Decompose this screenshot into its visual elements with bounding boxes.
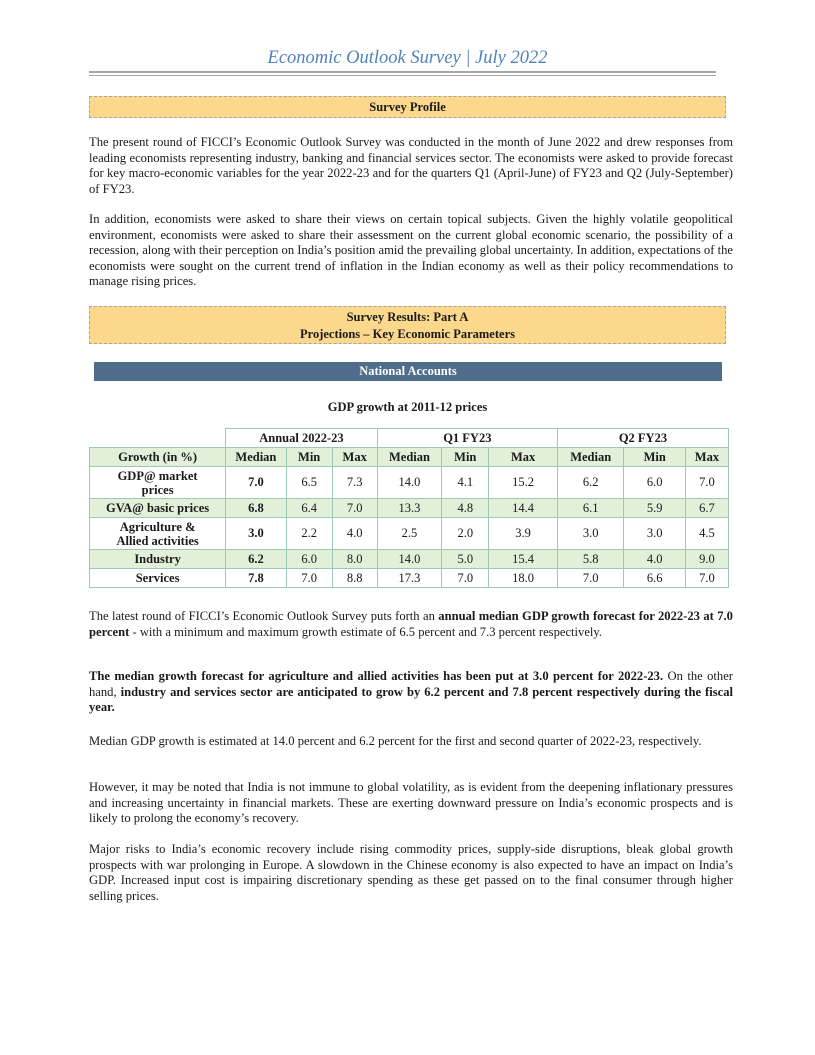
table-cell: 15.2 [489, 467, 558, 499]
paragraph-gdp-forecast: The latest round of FICCI’s Economic Outlook Survey puts forth an annual median GDP growth forecast for 2022-23 at 7.0 percent - with a minimum and maximum growth estimate of 6.5 percent and 7.3 percent respectively. [89, 609, 733, 639]
table-cell: 6.6 [624, 569, 685, 588]
table-cell: 14.4 [489, 499, 558, 518]
paragraph-sector-forecast: The median growth forecast for agriculture and allied activities has been put at 3.0 percent for 2022-23. On the other hand, industry and services sector are anticipated to grow by 6.2 percent and 7.8 percent respectively during the fiscal year. [89, 669, 733, 715]
table-cell: 7.0 [332, 499, 377, 518]
row-label: GDP@ market prices [90, 467, 226, 499]
table-cell: 6.2 [226, 550, 286, 569]
header-rule-thin [89, 75, 716, 76]
section-heading-survey-profile: Survey Profile [89, 96, 726, 118]
table-cell: 7.0 [685, 569, 728, 588]
table-cell: 4.1 [442, 467, 489, 499]
table-cell: 15.4 [489, 550, 558, 569]
table-cell: 8.0 [332, 550, 377, 569]
table-cell: 7.0 [557, 569, 624, 588]
table-subheader-row [90, 448, 729, 467]
table-cell: 6.1 [557, 499, 624, 518]
gdp-growth-table [89, 428, 729, 588]
table-cell: 6.2 [557, 467, 624, 499]
table-cell: 14.0 [377, 467, 442, 499]
subheader: Min [624, 448, 685, 467]
table-corner [90, 429, 226, 448]
table-cell: 6.5 [286, 467, 332, 499]
paragraph-risks: Major risks to India’s economic recovery include rising commodity prices, supply-side disruptions, bleak global growth prospects with war prolonging in Europe. A slowdown in the Chinese economy is also expected to have an impact on India’s GDP. Increased input cost is impairing discretionary spending as these get passed on to the final consumer through higher selling prices. [89, 842, 733, 903]
table-cell: 5.0 [442, 550, 489, 569]
table-cell: 6.8 [226, 499, 286, 518]
row-label: Industry [90, 550, 226, 569]
paragraph-volatility: However, it may be noted that India is not immune to global volatility, as is evident from the deepening inflationary pressures and increasing uncertainty in financial markets. These are exerting downward pressure on India’s economic prospects and is likely to prolong the economy’s recovery. [89, 780, 733, 826]
table-row [90, 499, 729, 518]
paragraph-intro: The present round of FICCI’s Economic Outlook Survey was conducted in the month of June 2022 and drew responses from leading economists representing industry, banking and financial services sector. The economists were asked to provide forecast for key macro-economic variables for the year 2022-23 and for the quarters Q1 (April-June) of FY23 and Q2 (July-September) of FY23. [89, 135, 733, 196]
table-cell: 6.7 [685, 499, 728, 518]
header-rule [89, 71, 716, 73]
subheader: Max [332, 448, 377, 467]
table-cell: 7.0 [685, 467, 728, 499]
row-header-label: Growth (in %) [90, 448, 226, 467]
section-heading-survey-results [89, 306, 726, 344]
table-cell: 4.8 [442, 499, 489, 518]
survey-results-title: Survey Results: Part A [346, 310, 469, 324]
table-cell: 7.0 [442, 569, 489, 588]
table-cell: 7.8 [226, 569, 286, 588]
table-cell: 4.0 [332, 518, 377, 550]
table-cell: 3.9 [489, 518, 558, 550]
table-cell: 7.0 [286, 569, 332, 588]
table-cell: 2.5 [377, 518, 442, 550]
table-cell: 2.2 [286, 518, 332, 550]
table-row [90, 467, 729, 499]
table-cell: 6.4 [286, 499, 332, 518]
table-group-header-row [90, 429, 729, 448]
table-cell: 4.5 [685, 518, 728, 550]
table-cell: 3.0 [226, 518, 286, 550]
row-label: GVA@ basic prices [90, 499, 226, 518]
subheader: Max [685, 448, 728, 467]
table-cell: 14.0 [377, 550, 442, 569]
survey-results-subtitle: Projections – Key Economic Parameters [300, 327, 515, 341]
subheader: Median [377, 448, 442, 467]
table-row [90, 550, 729, 569]
table-cell: 2.0 [442, 518, 489, 550]
table-cell: 17.3 [377, 569, 442, 588]
table-cell: 3.0 [557, 518, 624, 550]
subheader: Min [442, 448, 489, 467]
table-row [90, 518, 729, 550]
row-label: Services [90, 569, 226, 588]
group-q1: Q1 FY23 [377, 429, 557, 448]
table-cell: 6.0 [286, 550, 332, 569]
table-cell: 6.0 [624, 467, 685, 499]
table-cell: 7.0 [226, 467, 286, 499]
table-cell: 5.9 [624, 499, 685, 518]
table-cell: 7.3 [332, 467, 377, 499]
table-cell: 18.0 [489, 569, 558, 588]
table-cell: 13.3 [377, 499, 442, 518]
table-row [90, 569, 729, 588]
subheader: Median [557, 448, 624, 467]
subheader: Max [489, 448, 558, 467]
table-title: GDP growth at 2011-12 prices [327, 400, 488, 414]
table-cell: 3.0 [624, 518, 685, 550]
subheader: Min [286, 448, 332, 467]
row-label: Agriculture & Allied activities [90, 518, 226, 550]
table-cell: 5.8 [557, 550, 624, 569]
paragraph-quarterly: Median GDP growth is estimated at 14.0 percent and 6.2 percent for the first and second quarter of 2022-23, respectively. [89, 734, 702, 748]
page-header-title: Economic Outlook Survey | July 2022 [267, 48, 548, 68]
subheader: Median [226, 448, 286, 467]
paragraph-topical: In addition, economists were asked to share their views on certain topical subjects. Given the highly volatile geopolitical environment, economists were asked to share their assessment on the current global economic scenario, the possibility of a recession, along with their perception on India’s position amid the prevailing global uncertainty. In addition, expectations of the economists were sought on the current trend of inflation in the Indian economy as well as their policy recommendations to manage rising prices. [89, 212, 733, 289]
section-heading-national-accounts: National Accounts [94, 362, 722, 381]
group-q2: Q2 FY23 [557, 429, 728, 448]
table-cell: 9.0 [685, 550, 728, 569]
table-cell: 8.8 [332, 569, 377, 588]
group-annual: Annual 2022-23 [226, 429, 378, 448]
table-cell: 4.0 [624, 550, 685, 569]
